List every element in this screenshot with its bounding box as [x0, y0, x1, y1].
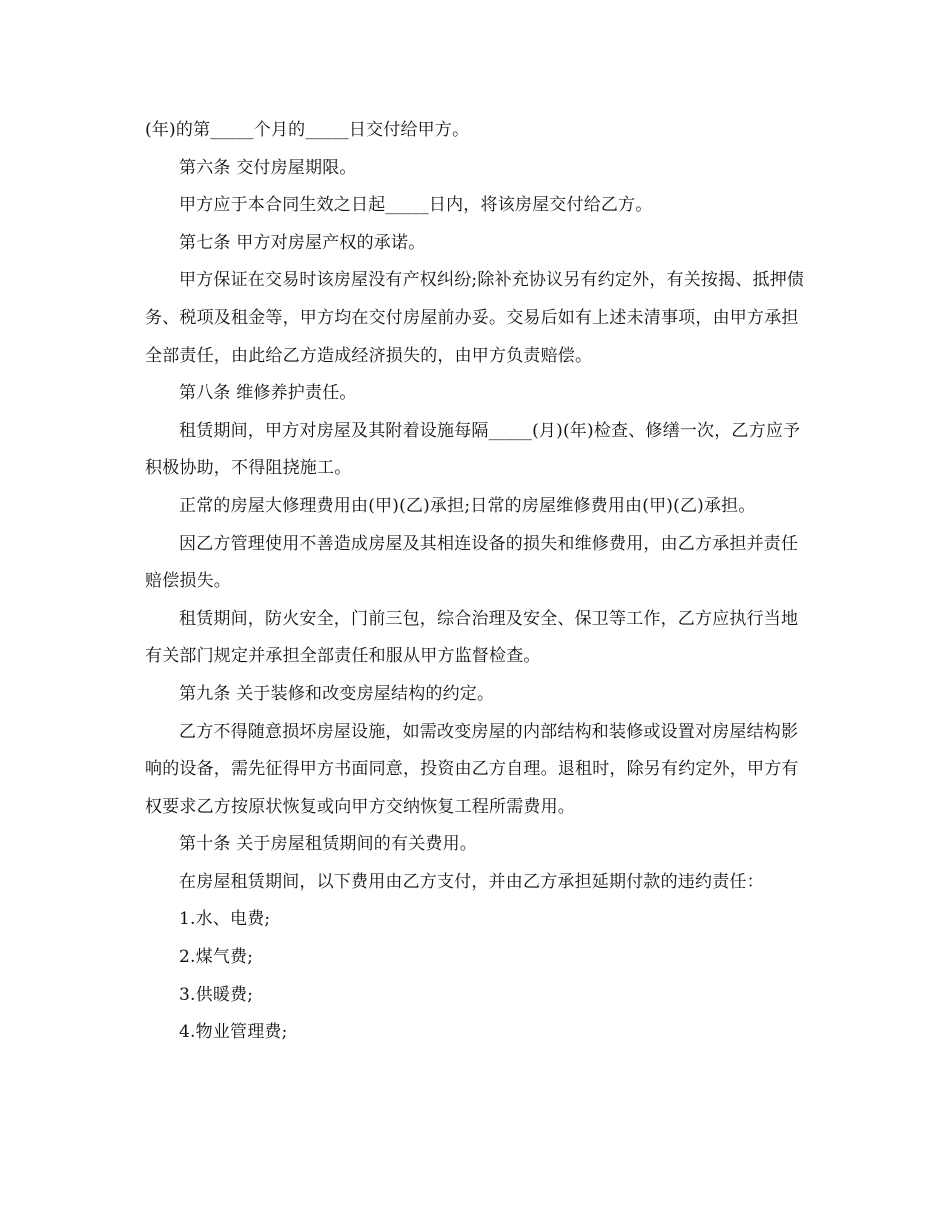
list-item-3: 3.供暖费;: [179, 984, 254, 1005]
paragraph-2: 甲方应于本合同生效之日起_____日内，将该房屋交付给乙方。: [179, 195, 653, 216]
article-10-heading: 第十条 关于房屋租赁期间的有关费用。: [179, 834, 478, 855]
paragraph-0: (年)的第_____个月的_____日交付给甲方。: [145, 120, 470, 140]
paragraph-7: 正常的房屋大修理费用由(甲)(乙)承担;日常的房屋维修费用由(甲)(乙)承担。: [179, 495, 756, 516]
paragraph-8: 因乙方管理使用不善造成房屋及其相连设备的损失和维修费用，由乙方承担并责任赔偿损失。: [145, 533, 799, 592]
paragraph-9: 租赁期间，防火安全，门前三包，综合治理及安全、保卫等工作，乙方应执行当地有关部门规定并承担全部责任和服从甲方监督检查。: [145, 608, 799, 667]
paragraph-13: 在房屋租赁期间，以下费用由乙方支付，并由乙方承担延期付款的违约责任：: [179, 871, 764, 892]
list-item-2: 2.煤气费;: [179, 947, 254, 968]
paragraph-11: 乙方不得随意损坏房屋设施，如需改变房屋的内部结构和装修或设置对房屋结构影响的设备，需先征得甲方书面同意，投资由乙方自理。退租时，除另有约定外，甲方有权要求乙方按原状恢复或向甲方交纳恢复工程所需费用。: [145, 721, 799, 817]
article-9-heading: 第九条 关于装修和改变房屋结构的约定。: [179, 683, 495, 704]
paragraph-6: 租赁期间，甲方对房屋及其附着设施每隔_____(月)(年)检查、修缮一次，乙方应予积极协助，不得阻挠施工。: [145, 420, 801, 479]
document-body: [145, 112, 810, 1052]
article-8-heading: 第八条 维修养护责任。: [179, 383, 357, 404]
list-item-4: 4.物业管理费;: [179, 1022, 288, 1043]
article-7-heading: 第七条 甲方对房屋产权的承诺。: [179, 232, 426, 253]
list-item-1: 1.水、电费;: [179, 909, 271, 930]
paragraph-4: 甲方保证在交易时该房屋没有产权纠纷;除补充协议另有约定外，有关按揭、抵押债务、税项及租金等，甲方均在交付房屋前办妥。交易后如有上述未清事项，由甲方承担全部责任，由此给乙方造成经济损失的，由甲方负责赔偿。: [145, 270, 805, 366]
article-6-heading: 第六条 交付房屋期限。: [179, 157, 357, 178]
